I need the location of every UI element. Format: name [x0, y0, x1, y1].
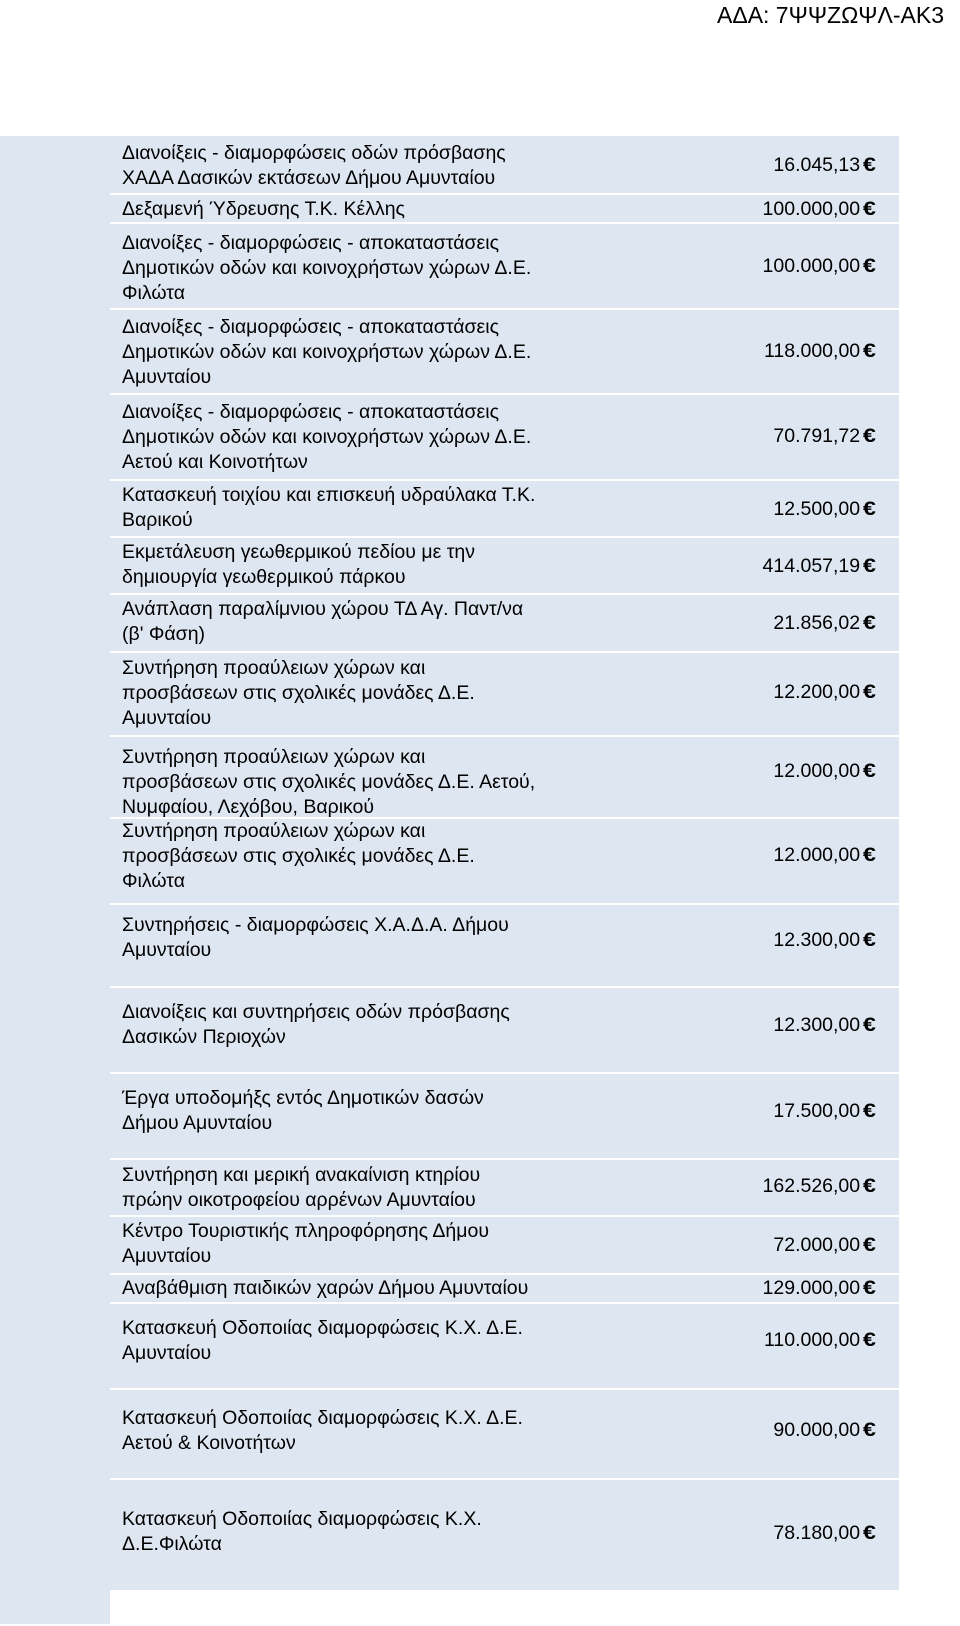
row-amount: 110.000,00 € [763, 1329, 877, 1351]
row-description: Διανοίξες - διαμορφώσεις - αποκαταστάσεις Δημοτικών οδών και κοινοχρήστων χώρων Δ.Ε. Φιλώτα [122, 232, 532, 304]
row-description: Διανοίξες - διαμορφώσεις - αποκαταστάσεις Δημοτικών οδών και κοινοχρήστων χώρων Δ.Ε. Αετού και Κοινοτήτων [122, 401, 532, 473]
row-description: Διανοίξεις και συντηρήσεις οδών πρόσβασης Δασικών Περιοχών [122, 1001, 510, 1048]
row-amount: 16.045,13 € [773, 154, 877, 176]
row-description: Ανάπλαση παραλίμνιου χώρου ΤΔ Αγ. Παντ/να (β' Φάση) [122, 598, 524, 645]
table-row [110, 595, 899, 651]
euro-icon: € [863, 340, 877, 362]
row-amount: 12.300,00 € [773, 1014, 877, 1036]
euro-icon: € [863, 1329, 877, 1351]
euro-icon: € [863, 555, 877, 577]
row-description: Κατασκευή Οδοποιίας διαμορφώσεις Κ.Χ. Δ.Ε. Αμυνταίου [122, 1317, 523, 1364]
row-description: Δεξαμενή Ύδρευσης Τ.Κ. Κέλλης [122, 198, 405, 220]
row-amount: 78.180,00 € [773, 1522, 877, 1544]
row-description: Συντήρηση προαύλειων χώρων και προσβάσεων στις σχολικές μονάδες Δ.Ε. Αετού, Νυμφαίου, Λεχόβου, Βαρικού [122, 746, 536, 818]
row-description: Κέντρο Τουριστικής πληροφόρησης Δήμου Αμυνταίου [122, 1220, 489, 1267]
euro-icon: € [863, 154, 877, 176]
euro-icon: € [863, 1419, 877, 1441]
row-amount: 12.500,00 € [773, 498, 877, 520]
row-amount: 100.000,00 € [762, 255, 877, 277]
table-row [110, 310, 899, 393]
table-row [110, 1160, 899, 1215]
row-description: Διανοίξες - διαμορφώσεις - αποκαταστάσεις Δημοτικών οδών και κοινοχρήστων χώρων Δ.Ε. Αμυνταίου [122, 316, 532, 388]
table-row [110, 653, 899, 735]
table-row [110, 538, 899, 593]
euro-icon: € [863, 1014, 877, 1036]
euro-icon: € [863, 255, 877, 277]
euro-icon: € [863, 1100, 877, 1122]
row-amount: 129.000,00 € [762, 1277, 877, 1299]
table-row [110, 1074, 899, 1158]
row-description: Συντήρηση προαύλειων χώρων και προσβάσεων στις σχολικές μονάδες Δ.Ε. Φιλώτα [122, 820, 475, 892]
euro-icon: € [863, 681, 877, 703]
document-id-header: ΑΔΑ: 7ΨΨΖΩΨΛ-ΑΚ3 [716, 2, 944, 28]
table-row [110, 1304, 899, 1388]
row-description: Συντήρηση προαύλειων χώρων και προσβάσεων στις σχολικές μονάδες Δ.Ε. Αμυνταίου [122, 657, 475, 729]
table-left-margin [0, 136, 110, 1624]
euro-icon: € [863, 929, 877, 951]
row-description: Κατασκευή Οδοποιίας διαμορφώσεις Κ.Χ. Δ.Ε. Αετού & Κοινοτήτων [122, 1407, 523, 1454]
table-row [110, 1480, 899, 1590]
table-row [110, 224, 899, 308]
row-amount: 118.000,00 € [763, 340, 877, 362]
table-row [110, 136, 899, 193]
table-row [110, 819, 899, 903]
euro-icon: € [863, 198, 877, 220]
euro-icon: € [863, 1522, 877, 1544]
euro-icon: € [863, 612, 877, 634]
row-amount: 162.526,00 € [762, 1175, 877, 1197]
row-description: Αναβάθμιση παιδικών χαρών Δήμου Αμυνταίου [122, 1277, 529, 1299]
table-row [110, 988, 899, 1072]
row-amount: 12.000,00 € [773, 760, 877, 782]
row-description: Συντήρηση και μερική ανακαίνιση κτηρίου πρώην οικοτροφείου αρρένων Αμυνταίου [122, 1164, 481, 1211]
row-amount: 21.856,02 € [773, 612, 877, 634]
budget-table [110, 136, 899, 1592]
row-amount: 70.791,72 € [773, 425, 877, 447]
row-amount: 12.000,00 € [773, 844, 877, 866]
row-amount: 414.057,19 € [762, 555, 877, 577]
row-amount: 90.000,00 € [773, 1419, 877, 1441]
table-row [110, 395, 899, 479]
row-description: Κατασκευή Οδοποιίας διαμορφώσεις Κ.Χ. Δ.Ε.Φιλώτα [122, 1508, 482, 1555]
table-row [110, 195, 899, 222]
row-description: Κατασκευή τοιχίου και επισκευή υδραύλακα Τ.Κ. Βαρικού [122, 484, 536, 531]
row-description: Συντηρήσεις - διαμορφώσεις Χ.Α.Δ.Α. Δήμου Αμυνταίου [122, 914, 509, 961]
row-amount: 17.500,00 € [773, 1100, 877, 1122]
table-row [110, 737, 899, 817]
table-row [110, 481, 899, 536]
row-description: Διανοίξεις - διαμορφώσεις οδών πρόσβασης ΧΑΔΑ Δασικών εκτάσεων Δήμου Αμυνταίου [122, 142, 506, 189]
table-row [110, 1217, 899, 1273]
row-amount: 72.000,00 € [773, 1234, 877, 1256]
euro-icon: € [863, 425, 877, 447]
euro-icon: € [863, 760, 877, 782]
row-amount: 12.300,00 € [773, 929, 877, 951]
table-row [110, 905, 899, 986]
euro-icon: € [863, 1175, 877, 1197]
euro-icon: € [863, 1277, 877, 1299]
table-row [110, 1390, 899, 1478]
row-description: Εκμετάλευση γεωθερμικού πεδίου με την δημιουργία γεωθερμικού πάρκου [122, 541, 475, 588]
euro-icon: € [863, 498, 877, 520]
table-row [110, 1275, 899, 1302]
row-amount: 12.200,00 € [773, 681, 877, 703]
euro-icon: € [863, 1234, 877, 1256]
euro-icon: € [863, 844, 877, 866]
row-amount: 100.000,00 € [762, 198, 877, 220]
row-description: Έργα υποδομήξς εντός Δημοτικών δασών Δήμου Αμυνταίου [122, 1087, 484, 1134]
